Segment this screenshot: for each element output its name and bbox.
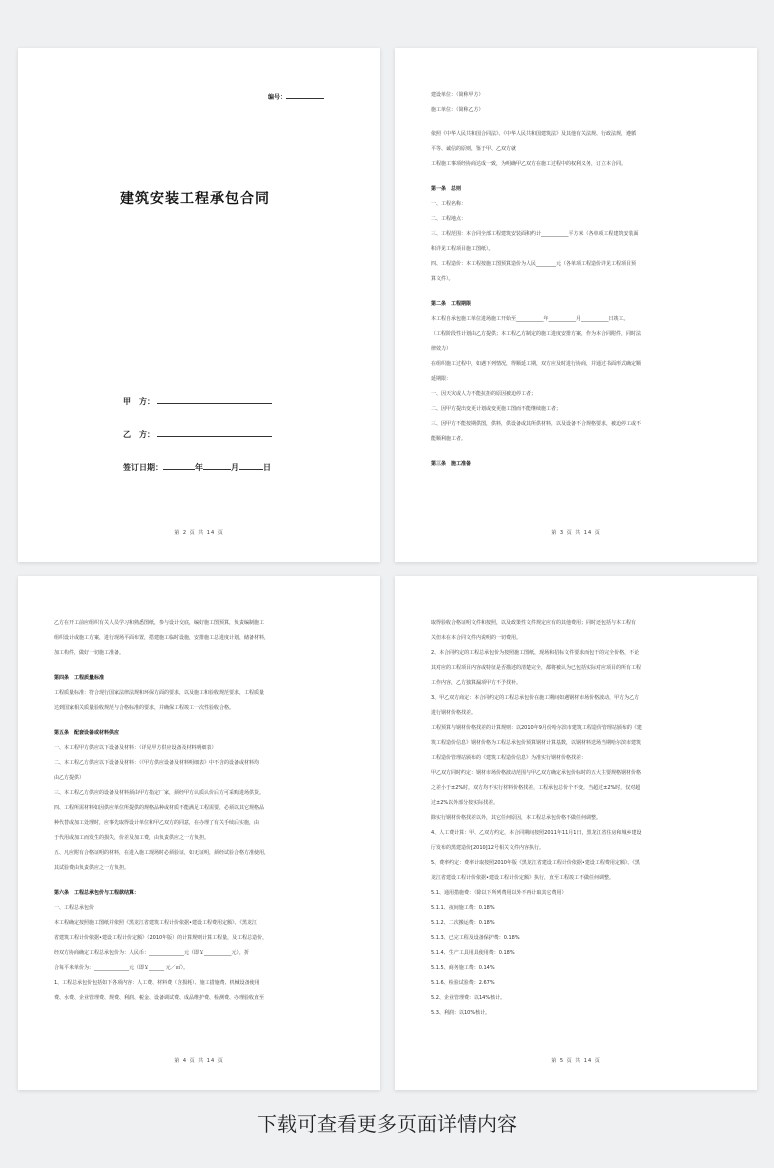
- page-4: [18, 576, 380, 1090]
- text-line: 一、本工程甲方供应以下设备及材料：（详见甲方供应设备及材料明细表）: [54, 745, 217, 751]
- page-body: [431, 616, 721, 1021]
- section-period: [431, 312, 721, 447]
- download-caption: 下载可查看更多页面详情内容: [257, 1112, 517, 1136]
- text-line: 由乙方提供）: [54, 775, 85, 781]
- text-line: 于代用或加工而发生的损失，价差及加工费，由负责供应之一方负担。: [54, 835, 210, 841]
- text-line: 甲乙双方同时约定：钢材市场价格波动范围与甲乙双方确定承包价标时的五大主要规格钢材价格: [431, 770, 642, 776]
- text-line: 积详见工程项目施工图纸）。: [431, 246, 494, 252]
- text-line: 种代替或加工处理时，应事先取得设计单位和甲乙双方的同意，在办理了有关手续后实施，由: [54, 820, 260, 826]
- section-heading: 第六条 工程总承包价与工程款结算：: [54, 890, 140, 896]
- text-line: 三、工程范围：本合同全部工程建筑安装面积约计___________平方米（各单项工程建筑安装面: [431, 231, 639, 237]
- page-footer: 第 5 页 共 14 页: [551, 1058, 601, 1064]
- text-line: 平等、诚信的原则，鉴于甲、乙双方就: [431, 146, 517, 152]
- party-b-field: 乙 方：: [123, 429, 272, 440]
- text-line: 依照《中华人民共和国合同法》、《中华人民共和国建筑法》及其他有关法规、行政法规，遵循: [431, 131, 637, 137]
- text-line: 能顺利施工者。: [431, 436, 467, 442]
- text-line: 厅发布的黑建造价[2010]12号相关文件内容执行。: [431, 845, 544, 851]
- section-heading: 第三条 施工准备: [431, 461, 472, 467]
- section-supply: [54, 741, 344, 876]
- section-heading: 第五条 配套设备或材料供应: [54, 730, 120, 736]
- text-line: 过±2%以外部分按实际找差。: [431, 800, 499, 806]
- text-line: 5.1、通用措施费：（除以下所列费用以外不再计取其它费用）: [431, 890, 567, 896]
- text-line: 律效力）: [431, 346, 452, 352]
- text-line: 四、工程所需材料如因供应单位所提供的规格品种或材质不能满足工程需要，必须以其它规格品: [54, 805, 265, 811]
- text-line: 合每平米单价为：______________元（即￥______ 元／㎡）。: [54, 965, 189, 971]
- text-line: 二、工程地点：: [431, 216, 467, 222]
- text-line: 一、工程总承包价: [54, 905, 95, 911]
- text-line: 加工构件，做好一切施工准备。: [54, 650, 125, 656]
- text-line: 一、工程名称：: [431, 201, 467, 207]
- text-line: 乙方在开工前应组织有关人员学习和熟悉图纸，参与设计交底，编好施工图预算，负责编制施工: [54, 620, 265, 626]
- text-line: 筑工程造价信息》钢材价格为工程总承包价预算钢材计算基数，以钢材料送场当期哈尔滨市建筑: [431, 740, 642, 746]
- text-line: 1、工程总承包价包括如下各项内容：人工费、材料费（含损耗）、施工措施费、机械设备使用: [54, 980, 260, 986]
- text-line: 3、甲乙双方商定：本合同约定的工程总承包价在施工期间如遇钢材市场价格波动，甲方为乙方: [431, 695, 640, 701]
- party-a-field: 甲 方：: [123, 396, 272, 407]
- text-line: 施工单位：（简称乙方）: [431, 107, 484, 113]
- text-line: 除实行钢材价格找差以外，其它任何原因，本工程总承包价格不做任何调整。: [431, 815, 602, 821]
- text-line: 取得验收合格证明文件和按照，以及政策性文件规定应有的其他费用；同时还包括与本工程有: [431, 620, 637, 626]
- page-footer: 第 2 页 共 14 页: [174, 530, 224, 536]
- text-line: 建设单位：（简称甲方）: [431, 92, 484, 98]
- text-line: 工作内容，乙方独算漏项甲方不予找补。: [431, 680, 522, 686]
- text-line: 5.1.3、已完工程及设备保护费：0.18%: [431, 935, 520, 941]
- section-quality: [54, 686, 344, 716]
- text-line: 5.1.2、二次搬运费：0.18%: [431, 920, 495, 926]
- text-line: 组织设计或施工方案，进行现场平面布置，搭建施工临时设施，安排施工总进度计划，储备材料，: [54, 635, 270, 641]
- text-line: 2、本合同约定的工程总承包价为按照施工图纸，现场和招标文件要求而包干的完全价格，不论: [431, 650, 640, 656]
- text-line: 费、水费、企业管理费、规费、利润、税金、设备调试费、成品维护费、检测费、办理验收直至: [54, 995, 265, 1001]
- price-details: [431, 616, 721, 1021]
- page-3: [395, 48, 757, 562]
- text-line: 5.1.4、生产工具用具使用费：0.18%: [431, 950, 515, 956]
- text-line: 5、费率约定：费率计取按照2010年版《黑龙江省建设工程计价依据•建设工程费用定额》、《黑: [431, 860, 640, 866]
- page-5: [395, 576, 757, 1090]
- text-line: 进行钢材价格找差。: [431, 710, 477, 716]
- text-line: 关但未在本合同文件内说明的一切费用。: [431, 635, 522, 641]
- text-line: 四、工程造价：本工程按施工图预算造价为人民________元（各单项工程造价详见工程项目预: [431, 261, 637, 267]
- section-general: [431, 197, 721, 287]
- page-body: [54, 616, 344, 1006]
- page-footer: 第 4 页 共 14 页: [174, 1058, 224, 1064]
- text-line: 二、因甲方提出变更计划或变更施工图而不能继续施工者；: [431, 406, 562, 412]
- text-line: 五、凡应附有合格证明的材料，在进入施工现场时必须验证，如无证明，须经试验合格方准使用，: [54, 850, 270, 856]
- text-line: 工程预算与钢材价格找差的计算规则：以2010年9月份哈尔滨市建筑工程造价管理站颁布的《建: [431, 725, 642, 731]
- text-line: 本工程确定按照施工图纸并依照《黑龙江省建筑工程计价依据•建设工程费用定额》、《黑龙江: [54, 920, 257, 926]
- text-line: 5.1.1、夜间施工费：0.18%: [431, 905, 495, 911]
- text-line: 算文件）。: [431, 276, 454, 282]
- text-line: 5.1.6、检验试验费：2.67%: [431, 980, 495, 986]
- section-heading: 第一条 总则: [431, 186, 462, 192]
- page-footer: 第 3 页 共 14 页: [551, 530, 601, 536]
- text-line: 二、本工程乙方供应以下设备及材料：（《甲方供应设备及材料明细表》中不含的设备或材料均: [54, 760, 260, 766]
- page-cover: [18, 48, 380, 562]
- text-line: 延期限：: [431, 376, 452, 382]
- text-line: （工程阶段性计划由乙方提供；本工程乙方制定的施工进度安排方案，作为本合同附件，同时法: [431, 331, 642, 337]
- contract-title: 建筑安装工程承包合同: [120, 191, 270, 207]
- prep-text: [54, 616, 344, 661]
- text-line: 达到国家相关质量验收规范与合格标准的要求，并确保工程竣工一次性验收合格。: [54, 705, 235, 711]
- page-body: [431, 88, 721, 472]
- section-heading: 第四条 工程质量标准: [54, 675, 105, 681]
- section-price: [54, 901, 344, 1006]
- text-line: 本工程自承包施工单位进场施工开始至___________年___________月___________日竣工。: [431, 316, 629, 322]
- text-line: [431, 118, 721, 127]
- text-line: 在组织施工过程中，如遇下列情况，得顺延工期，双方应及时进行协商，并通过书面形式确定顺: [431, 361, 642, 367]
- text-line: 三、因甲方不能按期供图，供料，供设备或其所供材料，以及设备不合规格要求，被迫停工或不: [431, 421, 642, 427]
- text-line: 省建筑工程计价依据•建设工程计价定额》（2010年版）的计算规则计算工程量，及工程总造价，: [54, 935, 268, 941]
- text-line: 5.2、企业管理费：以14%核计。: [431, 995, 506, 1001]
- text-line: 其对应的工程项目内容或特征是否描述的清楚完全，都将被认为已包括实际对应项目的所有工程: [431, 665, 642, 671]
- section-heading: 第二条 工程期限: [431, 301, 472, 307]
- text-line: 5.3、利润：以10%核计。: [431, 1010, 491, 1016]
- contract-number: 编号：: [268, 92, 324, 101]
- sign-date-field: 签订日期： 年 月 日: [123, 463, 271, 472]
- text-line: 4、人工费计算：甲、乙双方约定，本合同期间按照2011年11月1日，黑龙江省住房和城乡建设: [431, 830, 642, 836]
- text-line: 工程造价管理站颁布的《建筑工程造价信息》为准实行钢材价格找差：: [431, 755, 587, 761]
- text-line: 工程施工事项经协商达成一致，为明确甲乙双方在施工过程中的权利义务，订立本合同。: [431, 161, 627, 167]
- text-line: 5.1.5、商务施工费：0.14%: [431, 965, 495, 971]
- preamble: [431, 88, 721, 172]
- text-line: 之差小于±2%时，双方均不实行材料价格找差，工程承包总价个不变，当超过±2%时，仅对超: [431, 785, 641, 791]
- text-line: 经双方协商确定工程总承包价为：人民币：______________元（即￥___________元），折: [54, 950, 250, 956]
- text-line: 工程质量标准：符合现行国家法律法规和环保方面的要求，以及施工和验收规范要求，工程质量: [54, 690, 265, 696]
- text-line: 三、本工程乙方供应的设备及材料须由甲方指定厂家，须经甲方认质认价后方可采购进场供货。: [54, 790, 265, 796]
- text-line: 一、因天灾或人力不能抗拒的原因被迫停工者；: [431, 391, 537, 397]
- text-line: 其试验费由负责供应之一方负担。: [54, 865, 130, 871]
- text-line: 龙江省建设工程计价依据•建设工程计价定额》执行，直至工程竣工不做任何调整。: [431, 875, 614, 881]
